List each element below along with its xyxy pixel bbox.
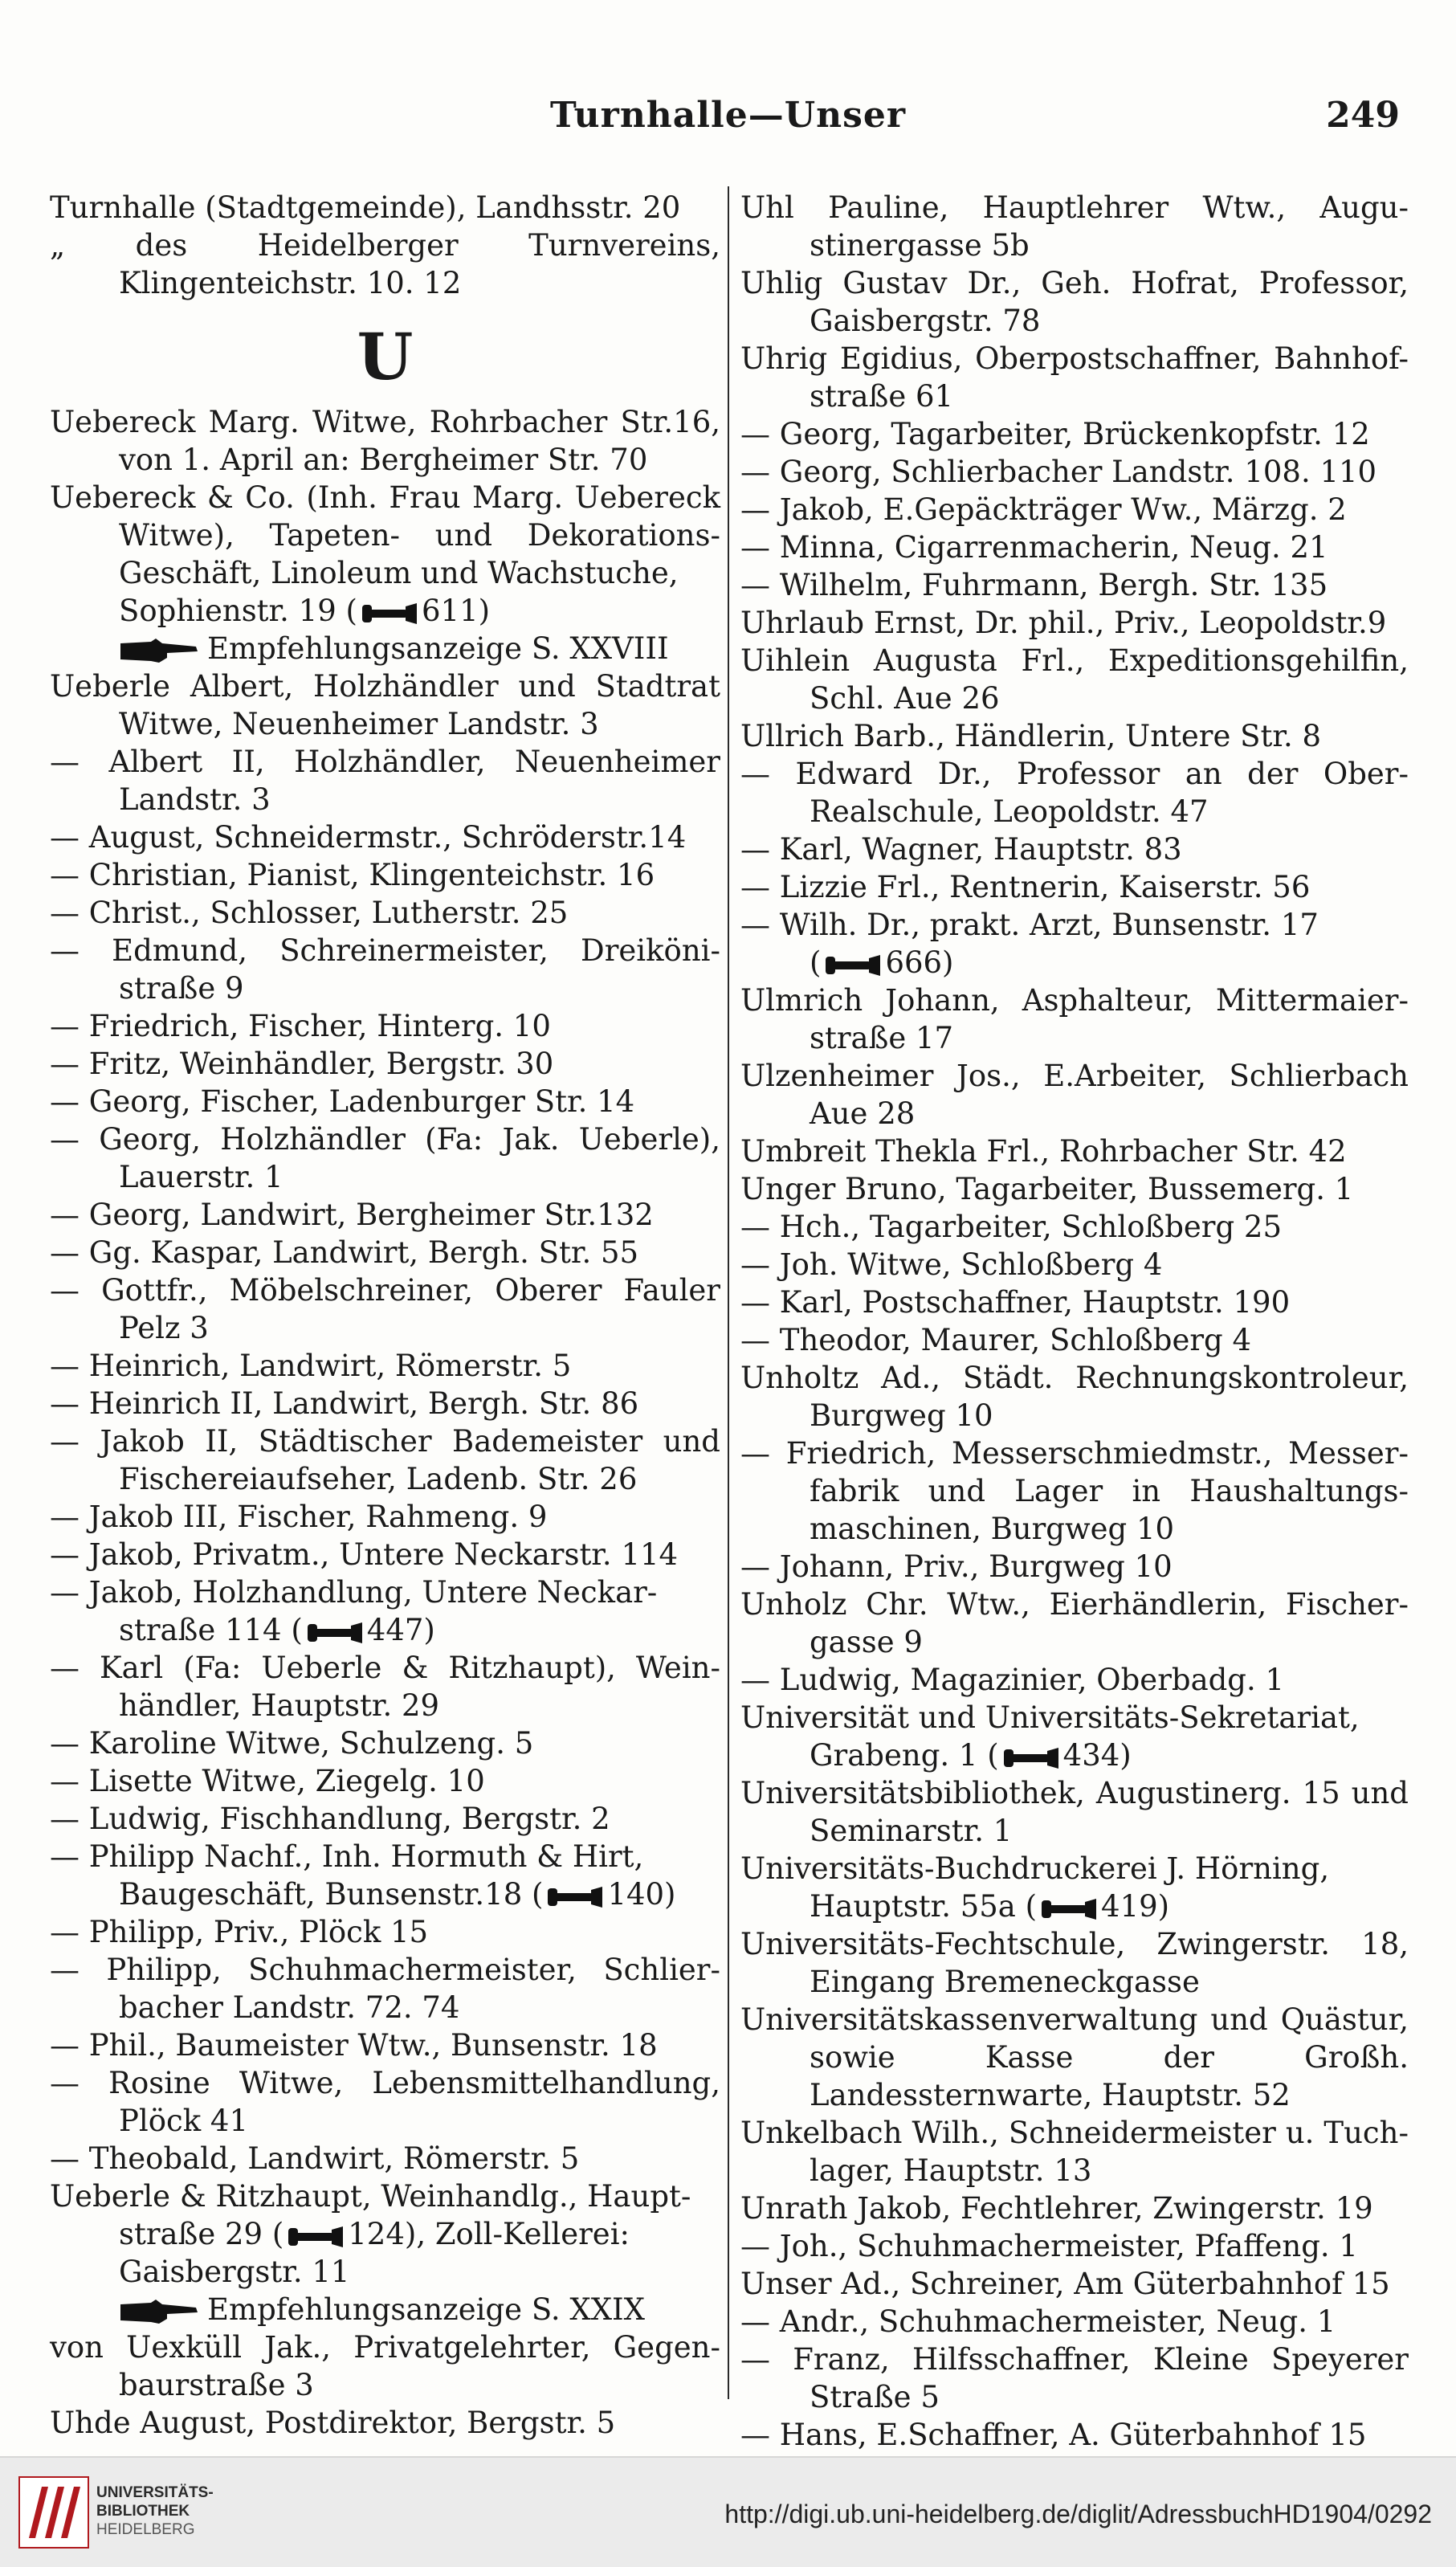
- directory-entry-continuation: [50, 1875, 720, 1913]
- telephone-number: 434): [1062, 1738, 1132, 1773]
- directory-entry: [50, 1838, 720, 1875]
- directory-entry: [740, 1850, 1409, 1888]
- directory-entry: [50, 1045, 720, 1083]
- directory-entry: [740, 491, 1409, 528]
- directory-entry: [50, 1800, 720, 1838]
- entry-line: Universitätsbibliothek, Augustinerg. 15 und: [740, 1776, 1409, 1810]
- directory-entry: [740, 2416, 1409, 2454]
- entry-line: — Christ., Schlosser, Lutherstr. 25: [50, 896, 569, 930]
- directory-entry: [740, 1246, 1409, 1284]
- directory-entry: [740, 717, 1409, 755]
- entry-line: Uhde August, Postdirektor, Bergstr. 5: [50, 2406, 616, 2440]
- directory-entry: [50, 667, 720, 743]
- entry-line: sowie Kasse der Großh. Landessternwarte, Hauptstr. 52: [810, 2040, 1409, 2112]
- directory-entry: [740, 2001, 1409, 2114]
- entry-line: Pelz 3: [119, 1311, 209, 1345]
- directory-entry: [50, 1385, 720, 1422]
- institution-name: [96, 2483, 214, 2539]
- telephone-number: 419): [1101, 1889, 1170, 1924]
- directory-entry: [50, 932, 720, 1007]
- entry-line: — Jakob II, Städtischer Bademeister und: [50, 1424, 720, 1459]
- entry-text: straße 29 (: [119, 2217, 284, 2251]
- advertisement-reference: [50, 2291, 720, 2328]
- source-url[interactable]: http://digi.ub.uni-heidelberg.de/diglit/AdressbuchHD1904/0292: [724, 2500, 1432, 2528]
- entry-line: — Karoline Witwe, Schulzeng. 5: [50, 1726, 534, 1761]
- directory-entry: [50, 856, 720, 894]
- pointing-hand-icon: [119, 637, 199, 666]
- telephone-receiver-icon: [1002, 1746, 1060, 1770]
- entry-line: Realschule, Leopoldstr. 47: [810, 794, 1209, 829]
- entry-line: Klingenteichstr. 10. 12: [119, 266, 462, 300]
- entry-line: — Lizzie Frl., Rentnerin, Kaiserstr. 56: [740, 870, 1311, 904]
- running-title: Turnhalle—Unser: [549, 95, 907, 136]
- entry-line: Universitäts-Buchdruckerei J. Hörning,: [740, 1851, 1330, 1886]
- directory-entry: [50, 2404, 720, 2442]
- entry-line: — Albert II, Holzhändler, Neuenheimer: [50, 745, 720, 779]
- right-column: [740, 189, 1409, 2452]
- entry-line: Ullrich Barb., Händlerin, Untere Str. 8: [740, 719, 1322, 753]
- entry-line: Universitätskassenverwaltung und Quästur,: [740, 2002, 1409, 2037]
- entry-line: — Jakob III, Fischer, Rahmeng. 9: [50, 1500, 548, 1534]
- entry-line: straße 17: [810, 1021, 954, 1055]
- entry-line: Uhlig Gustav Dr., Geh. Hofrat, Professor,: [740, 266, 1409, 300]
- directory-entry: [50, 1573, 720, 1611]
- entry-text: Gaisbergstr. 11: [119, 2255, 350, 2289]
- entry-line: gasse 9: [810, 1625, 923, 1659]
- directory-entry: [740, 2114, 1409, 2190]
- directory-entry: [50, 2177, 720, 2215]
- entry-line: Unholz Chr. Wtw., Eierhändlerin, Fischer-: [740, 1587, 1409, 1622]
- directory-entry: [740, 830, 1409, 868]
- entry-line: — Karl, Postschaffner, Hauptstr. 190: [740, 1285, 1291, 1320]
- directory-entry: [740, 264, 1409, 340]
- entry-line: — Friedrich, Fischer, Hinterg. 10: [50, 1009, 551, 1043]
- entry-text: straße 114 (: [119, 1613, 303, 1647]
- entry-line: lager, Hauptstr. 13: [810, 2153, 1092, 2188]
- entry-line: — Jakob, Privatm., Untere Neckarstr. 114: [50, 1537, 679, 1572]
- directory-entry: [740, 1208, 1409, 1246]
- entry-line: Witwe), Tapeten- und Dekorations-: [119, 518, 720, 553]
- advertisement-reference-text: Empfehlungsanzeige S. XXVIII: [207, 631, 669, 666]
- directory-entry: [50, 2328, 720, 2404]
- directory-entry: [740, 1321, 1409, 1359]
- directory-entry: [740, 1132, 1409, 1170]
- directory-entry: [50, 1724, 720, 1762]
- page-number: 249: [1326, 95, 1400, 136]
- entry-line: Schl. Aue 26: [810, 681, 1000, 716]
- entry-line: maschinen, Burgweg 10: [810, 1512, 1175, 1546]
- entry-line: straße 9: [119, 971, 244, 1006]
- telephone-number: 447): [366, 1613, 435, 1647]
- entry-line: Uhl Pauline, Hauptlehrer Wtw., Augu-: [740, 190, 1409, 225]
- directory-entry: [50, 1120, 720, 1196]
- pointing-hand-icon: [119, 2298, 199, 2327]
- entry-line: — Philipp Nachf., Inh. Hormuth & Hirt,: [50, 1839, 644, 1874]
- entry-line: — Karl, Wagner, Hauptstr. 83: [740, 832, 1182, 867]
- directory-entry: [50, 189, 720, 226]
- entry-text: Sophienstr. 19 (: [119, 594, 357, 628]
- entry-line: — Theodor, Maurer, Schloßberg 4: [740, 1323, 1252, 1357]
- entry-line: Ueberle Albert, Holzhändler und Stadtrat: [50, 669, 720, 704]
- telephone-receiver-icon: [1040, 1897, 1098, 1921]
- entry-line: — Georg, Schlierbacher Landstr. 108. 110: [740, 455, 1377, 489]
- entry-line: bacher Landstr. 72. 74: [119, 1990, 460, 2025]
- institution-line: UNIVERSITÄTS-: [96, 2484, 214, 2501]
- entry-line: Universitäts-Fechtschule, Zwingerstr. 18,: [740, 1927, 1409, 1961]
- entry-line: — Minna, Cigarrenmacherin, Neug. 21: [740, 530, 1328, 565]
- column-divider: [728, 186, 729, 2399]
- entry-line: Uebereck Marg. Witwe, Rohrbacher Str.16,: [50, 405, 720, 439]
- entry-line: Uihlein Augusta Frl., Expeditionsgehilfin,: [740, 643, 1409, 678]
- entry-line: Unger Bruno, Tagarbeiter, Bussemerg. 1: [740, 1172, 1354, 1206]
- entry-line: Ulzenheimer Jos., E.Arbeiter, Schlierbach: [740, 1059, 1409, 1093]
- directory-entry: [740, 1925, 1409, 2001]
- directory-entry: [50, 1913, 720, 1951]
- entry-line: Umbreit Thekla Frl., Rohrbacher Str. 42: [740, 1134, 1347, 1169]
- telephone-receiver-icon: [306, 1621, 364, 1645]
- telephone-number: 666): [885, 945, 954, 980]
- entry-line: — Joh. Witwe, Schloßberg 4: [740, 1247, 1163, 1282]
- entry-line: Straße 5: [810, 2380, 940, 2414]
- entry-line: Uhrig Egidius, Oberpostschaffner, Bahnhof-: [740, 341, 1409, 376]
- entry-line: händler, Hauptstr. 29: [119, 1688, 440, 1723]
- entry-line: — Philipp, Schuhmachermeister, Schlier-: [50, 1953, 720, 1987]
- directory-entry: [50, 1083, 720, 1120]
- entry-line: — Edward Dr., Professor an der Ober-: [740, 757, 1409, 791]
- entry-line: — Jakob, E.Gepäckträger Ww., Märzg. 2: [740, 492, 1347, 527]
- directory-entry: [50, 1422, 720, 1498]
- directory-entry-continuation: [50, 592, 720, 630]
- directory-entry: [50, 1007, 720, 1045]
- directory-entry: [740, 2340, 1409, 2416]
- directory-entry: [740, 755, 1409, 830]
- directory-entry: [740, 2190, 1409, 2227]
- directory-entry: [740, 982, 1409, 1057]
- entry-line: — Fritz, Weinhändler, Bergstr. 30: [50, 1047, 554, 1081]
- directory-entry: [50, 1649, 720, 1724]
- entry-line: — Heinrich II, Landwirt, Bergh. Str. 86: [50, 1386, 639, 1421]
- entry-text: (: [810, 945, 822, 980]
- telephone-receiver-icon: [546, 1885, 604, 1909]
- section-letter: U: [357, 319, 414, 394]
- entry-line: — Rosine Witwe, Lebensmittelhandlung,: [50, 2066, 720, 2100]
- entry-line: Eingang Bremeneckgasse: [810, 1965, 1200, 1999]
- directory-entry-continuation: [740, 1736, 1409, 1774]
- directory-entry: [50, 1234, 720, 1271]
- directory-entry: [50, 479, 720, 592]
- entry-line: Universität und Universitäts-Sekretariat,: [740, 1700, 1360, 1735]
- directory-entry: [740, 1661, 1409, 1699]
- directory-entry: [740, 2303, 1409, 2340]
- entry-text: Hauptstr. 55a (: [810, 1889, 1038, 1924]
- entry-text: Grabeng. 1 (: [810, 1738, 999, 1773]
- directory-entry: [50, 1762, 720, 1800]
- entry-line: — Johann, Priv., Burgweg 10: [740, 1549, 1173, 1584]
- entry-line: straße 61: [810, 379, 954, 414]
- directory-entry: [50, 226, 720, 302]
- directory-entry: [50, 1347, 720, 1385]
- directory-entry: [740, 1434, 1409, 1548]
- telephone-receiver-icon: [824, 953, 882, 977]
- entry-line: Unkelbach Wilh., Schneidermeister u. Tuch-: [740, 2116, 1409, 2150]
- entry-line: Seminarstr. 1: [810, 1814, 1013, 1848]
- directory-entry: [740, 566, 1409, 604]
- entry-line: Unrath Jakob, Fechtlehrer, Zwingerstr. 19: [740, 2191, 1373, 2226]
- entry-line: stinergasse 5b: [810, 228, 1030, 263]
- telephone-number: 140): [607, 1877, 676, 1912]
- entry-line: — Jakob, Holzhandlung, Untere Neckar-: [50, 1575, 658, 1610]
- directory-entry: [740, 453, 1409, 491]
- directory-entry: [740, 189, 1409, 264]
- directory-entry: [50, 1498, 720, 1536]
- entry-line: — Edmund, Schreinermeister, Dreiköni-: [50, 933, 720, 968]
- telephone-receiver-icon: [361, 602, 418, 626]
- entry-line: Uebereck & Co. (Inh. Frau Marg. Uebereck: [50, 480, 720, 515]
- directory-entry: [50, 743, 720, 818]
- university-library-logo: [18, 2475, 90, 2549]
- entry-line: Gaisbergstr. 78: [810, 304, 1041, 338]
- directory-entry-continuation: [740, 944, 1409, 982]
- institution-line: HEIDELBERG: [96, 2521, 195, 2538]
- directory-entry: [50, 894, 720, 932]
- telephone-receiver-icon: [287, 2225, 345, 2249]
- directory-entry: [740, 340, 1409, 415]
- entry-line: — Lisette Witwe, Ziegelg. 10: [50, 1764, 485, 1798]
- entry-line: — Franz, Hilfsschaffner, Kleine Speyerer: [740, 2342, 1409, 2377]
- directory-entry: [740, 1699, 1409, 1736]
- entry-line: — Christian, Pianist, Klingenteichstr. 16: [50, 858, 655, 892]
- entry-line: von Uexküll Jak., Privatgelehrter, Gegen-: [50, 2330, 720, 2365]
- entry-line: — Georg, Holzhändler (Fa: Jak. Ueberle),: [50, 1122, 720, 1157]
- entry-line: — Wilhelm, Fuhrmann, Bergh. Str. 135: [740, 568, 1328, 602]
- entry-line: „ des Heidelberger Turnvereins,: [50, 228, 720, 263]
- directory-entry: [740, 1359, 1409, 1434]
- entry-line: — Joh., Schuhmachermeister, Pfaffeng. 1: [740, 2229, 1358, 2263]
- entry-line: — Georg, Fischer, Ladenburger Str. 14: [50, 1084, 635, 1119]
- entry-line: Aue 28: [810, 1096, 916, 1131]
- entry-line: von 1. April an: Bergheimer Str. 70: [119, 443, 648, 477]
- directory-entry: [50, 2064, 720, 2140]
- directory-entry: [50, 818, 720, 856]
- entry-line: — August, Schneidermstr., Schröderstr.14: [50, 820, 687, 855]
- advertisement-reference-text: Empfehlungsanzeige S. XXIX: [207, 2292, 646, 2327]
- entry-line: Unser Ad., Schreiner, Am Güterbahnhof 15: [740, 2267, 1390, 2301]
- entry-line: — Karl (Fa: Ueberle & Ritzhaupt), Wein-: [50, 1651, 720, 1685]
- directory-entry: [740, 1170, 1409, 1208]
- directory-entry: [740, 868, 1409, 906]
- entry-line: Plöck 41: [119, 2104, 248, 2138]
- entry-line: Turnhalle (Stadtgemeinde), Landhsstr. 20: [50, 190, 681, 225]
- entry-line: Unholtz Ad., Städt. Rechnungskontroleur,: [740, 1361, 1409, 1395]
- directory-entry: [740, 906, 1409, 944]
- entry-line: — Ludwig, Magazinier, Oberbadg. 1: [740, 1663, 1285, 1697]
- directory-entry: [740, 1548, 1409, 1586]
- directory-entry: [50, 2026, 720, 2064]
- entry-line: Uhrlaub Ernst, Dr. phil., Priv., Leopoldstr.9: [740, 606, 1387, 640]
- entry-line: — Friedrich, Messerschmiedmstr., Messer-: [740, 1436, 1409, 1471]
- footer-bar: [0, 2456, 1456, 2567]
- advertisement-reference: [50, 630, 720, 667]
- entry-line: Witwe, Neuenheimer Landstr. 3: [119, 707, 599, 741]
- page-header: [0, 95, 1456, 151]
- entry-line: — Wilh. Dr., prakt. Arzt, Bunsenstr. 17: [740, 908, 1319, 942]
- entry-line: Ulmrich Johann, Asphalteur, Mittermaier-: [740, 983, 1409, 1018]
- entry-line: — Philipp, Priv., Plöck 15: [50, 1915, 429, 1949]
- entry-line: — Georg, Landwirt, Bergheimer Str.132: [50, 1198, 654, 1232]
- directory-entry: [50, 2140, 720, 2177]
- institution-line: BIBLIOTHEK: [96, 2503, 190, 2520]
- entry-line: Burgweg 10: [810, 1398, 993, 1433]
- directory-entry: [740, 528, 1409, 566]
- directory-entry: [740, 2227, 1409, 2265]
- entry-line: Ueberle & Ritzhaupt, Weinhandlg., Haupt-: [50, 2179, 691, 2214]
- directory-entry: [740, 1284, 1409, 1321]
- directory-entry: [50, 1196, 720, 1234]
- entry-line: — Georg, Tagarbeiter, Brückenkopfstr. 12: [740, 417, 1370, 451]
- entry-line: — Theobald, Landwirt, Römerstr. 5: [50, 2141, 580, 2176]
- directory-entry: [740, 2265, 1409, 2303]
- directory-entry: [740, 1586, 1409, 1661]
- entry-line: Lauerstr. 1: [119, 1160, 283, 1194]
- entry-line: — Andr., Schuhmachermeister, Neug. 1: [740, 2304, 1336, 2339]
- directory-entry: [50, 403, 720, 479]
- telephone-number: 611): [421, 594, 491, 628]
- directory-entry-continuation: [50, 2215, 720, 2253]
- entry-line: Geschäft, Linoleum und Wachstuche,: [119, 556, 679, 590]
- entry-line: — Gottfr., Möbelschreiner, Oberer Fauler: [50, 1273, 720, 1308]
- directory-entry-continuation: [50, 2253, 720, 2291]
- entry-line: Fischereiaufseher, Ladenb. Str. 26: [119, 1462, 638, 1496]
- directory-entry-continuation: [50, 1611, 720, 1649]
- directory-entry: [50, 1271, 720, 1347]
- entry-line: — Ludwig, Fischhandlung, Bergstr. 2: [50, 1802, 610, 1836]
- directory-entry: [740, 1057, 1409, 1132]
- entry-line: — Phil., Baumeister Wtw., Bunsenstr. 18: [50, 2028, 658, 2063]
- directory-entry: [740, 604, 1409, 642]
- entry-line: — Hans, E.Schaffner, A. Güterbahnhof 15: [740, 2418, 1367, 2452]
- entry-line: baurstraße 3: [119, 2368, 314, 2402]
- directory-entry: [740, 415, 1409, 453]
- entry-text: Baugeschäft, Bunsenstr.18 (: [119, 1877, 544, 1912]
- entry-line: fabrik und Lager in Haushaltungs-: [810, 1474, 1409, 1508]
- directory-entry: [50, 1951, 720, 2026]
- telephone-number: 124), Zoll-Kellerei:: [348, 2217, 630, 2251]
- directory-entry: [740, 1774, 1409, 1850]
- directory-entry: [740, 642, 1409, 717]
- entry-line: — Gg. Kaspar, Landwirt, Bergh. Str. 55: [50, 1235, 639, 1270]
- left-column: [50, 189, 720, 2440]
- entry-line: — Heinrich, Landwirt, Römerstr. 5: [50, 1349, 572, 1383]
- entry-line: Landstr. 3: [119, 782, 271, 817]
- directory-entry: [50, 1536, 720, 1573]
- directory-entry-continuation: [740, 1888, 1409, 1925]
- entry-line: — Hch., Tagarbeiter, Schloßberg 25: [740, 1210, 1283, 1244]
